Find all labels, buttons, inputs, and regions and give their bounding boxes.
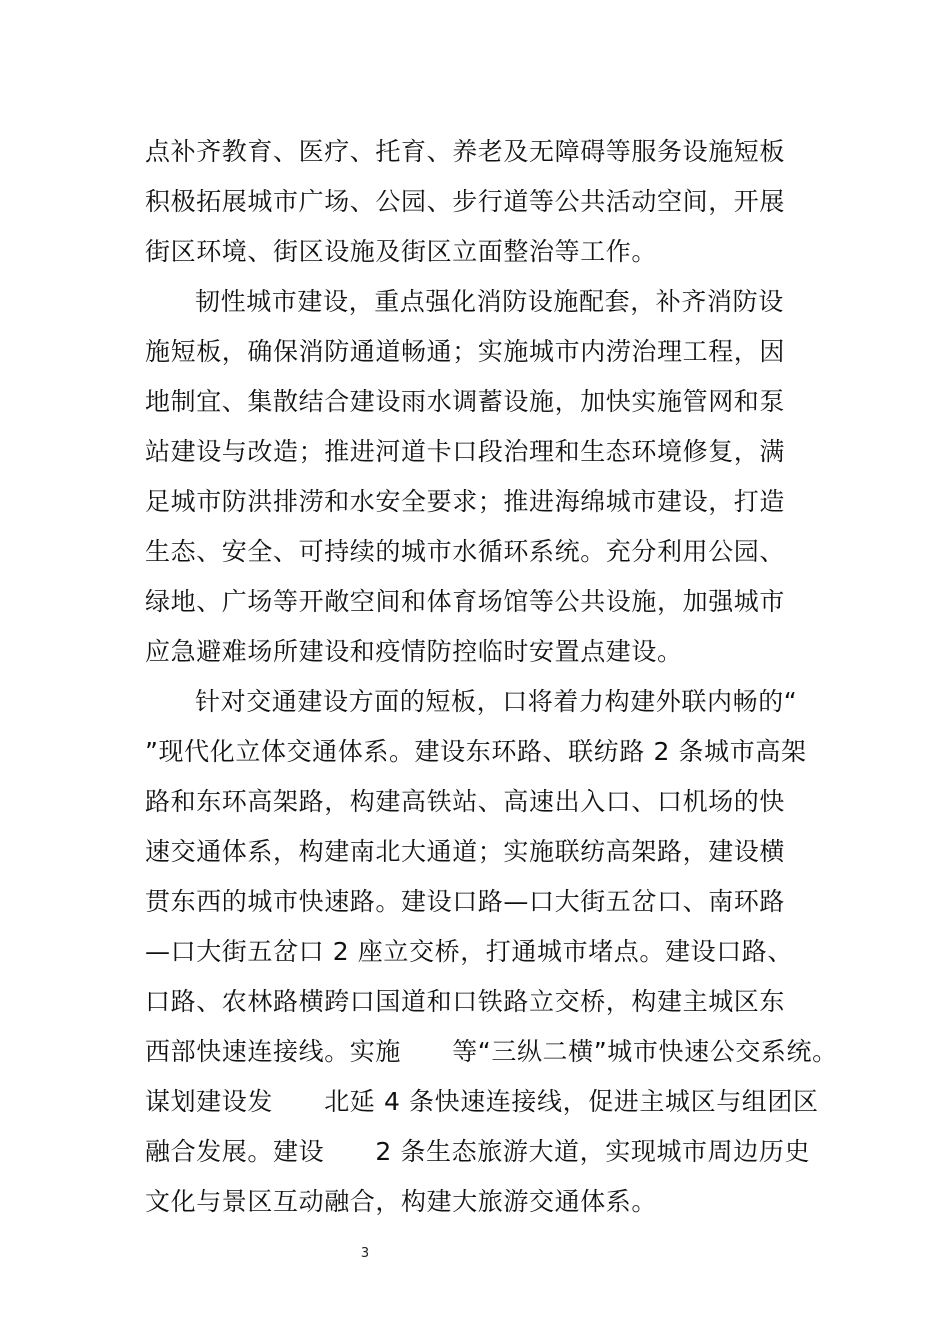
text-line: 路和东环高架路，构建高铁站、高速出入口、口机场的快 xyxy=(145,787,786,816)
text-line: —口大街五岔口 2 座立交桥，打通城市堵点。建设口路、 xyxy=(145,937,794,966)
paragraph-start-line: 针对交通建设方面的短板，口将着力构建外联内畅的“ xyxy=(195,687,798,716)
paragraph-start-line: 韧性城市建设，重点强化消防设施配套，补齐消防设 xyxy=(195,287,784,316)
text-line: 站建设与改造；推进河道卡口段治理和生态环境修复，满 xyxy=(145,437,786,466)
text-line: 生态、安全、可持续的城市水循环系统。充分利用公园、 xyxy=(145,537,786,566)
text-line: 绿地、广场等开敞空间和体育场馆等公共设施，加强城市 xyxy=(145,587,786,616)
text-line: 施短板，确保消防通道畅通；实施城市内涝治理工程，因 xyxy=(145,337,786,366)
text-line: 谋划建设发 北延 4 条快速连接线，促进主城区与组团区 xyxy=(145,1087,819,1116)
text-line: 口路、农林路横跨口国道和口铁路立交桥，构建主城区东 xyxy=(145,987,786,1016)
text-line: 应急避难场所建设和疫情防控临时安置点建设。 xyxy=(145,637,683,666)
text-line: 贯东西的城市快速路。建设口路—口大街五岔口、南环路 xyxy=(145,887,786,916)
page-number: 3 xyxy=(360,1246,370,1261)
text-line: 文化与景区互动融合，构建大旅游交通体系。 xyxy=(145,1187,658,1216)
text-line: 速交通体系，构建南北大通道；实施联纺高架路，建设横 xyxy=(145,837,786,866)
text-line: 融合发展。建设 2 条生态旅游大道，实现城市周边历史 xyxy=(145,1137,811,1166)
text-line: 积极拓展城市广场、公园、步行道等公共活动空间，开展 xyxy=(145,187,786,216)
text-line: 足城市防洪排涝和水安全要求；推进海绵城市建设，打造 xyxy=(145,487,786,516)
text-line: 点补齐教育、医疗、托育、养老及无障碍等服务设施短板 xyxy=(145,137,786,166)
text-line: 地制宜、集散结合建设雨水调蓄设施，加快实施管网和泵 xyxy=(145,387,786,416)
text-line: 街区环境、街区设施及街区立面整治等工作。 xyxy=(145,237,658,266)
text-line: ”现代化立体交通体系。建设东环路、联纺路 2 条城市高架 xyxy=(145,737,807,766)
text-line: 西部快速连接线。实施 等“三纵二横”城市快速公交系统。 xyxy=(145,1037,838,1066)
